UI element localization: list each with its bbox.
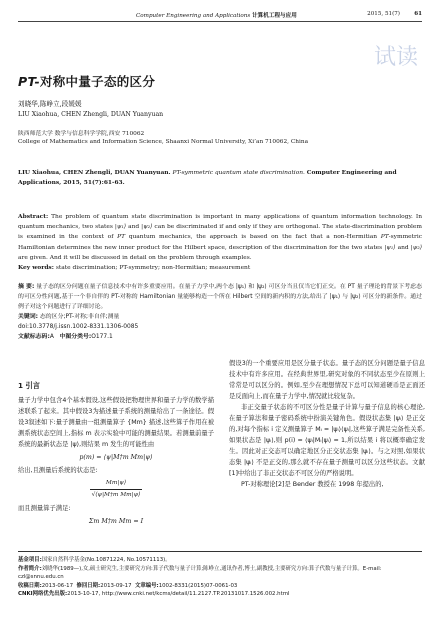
right-paragraph-1: 假设3的一个重要应用是区分量子状态。量子态的区分问题是量子信息技术中有许多应用。在经典世界里,研究对象的不同状态至少在原则上常常是可以区分的。例如,至少在理想情况下总可以知道硬币是正面还是反面向上,而在量子力学中,情况就比较复杂。 [229,360,425,400]
dates-line: 收稿日期:2013-06-17 修回日期:2013-09-17 文章编号:1002-8331(2015)07-0061-03 [18,582,238,589]
page-number: 61 [414,11,422,17]
paper-title: PT-对称中量子态的区分 [18,74,156,89]
journal-name: Computer Engineering and Applications 计算机工程与应用 [136,13,297,19]
keywords-cn-label: 关键词: [18,314,39,321]
abstract-en: Abstract: The problem of quantum state discrimination is important in many applications of quantum information technology. In quantum mechanics, two states |ψ₁⟩ and |ψ₂⟩ can be discriminated if and only if they are orthogonal. The state-discrimination problem is examined in the context of PT quantum mechanics, the approach is based on the fact that a non-Hermitian PT-symmetric Hamiltonian determines the new inner product for the Hilbert space, description of the discrimination for the two states |ψ₁⟩ and |ψ₂⟩ are given. And it will be discussed in detail on the problem through examples. Key words: state discrimination; PT-symmetry; non-Hermitian; measurement [18,213,423,272]
intro-paragraph-3: 而且测量算子满足: [18,505,71,512]
affiliation-en: College of Mathematics and Information Science, Shaanxi Normal University, Xi’an 710062, China [18,139,309,145]
authors-cn: 刘晓华,陈峥立,段媛媛 [18,100,82,108]
keywords-en: state discrimination; PT-symmetry; non-Hermitian; measurement [55,265,251,272]
keywords-en-label: Key words: [18,264,54,272]
citation: LIU Xiaohua, CHEN Zhengli, DUAN Yuanyuan. PT-symmetric quantum state discrimination. Computer Engineering and Applications, 2015, 51(7):61-63. [18,169,397,186]
left-column [18,380,214,529]
fund-line: 基金项目:国家自然科学基金(No.10871224, No.10571113)。 [18,557,171,563]
formula-post-state [18,478,214,501]
section-heading-intro: 1 引言 [18,381,40,390]
formula-numerator: Mm|ψ⟩ [90,478,143,490]
affiliation-cn: 陕西师范大学 数学与信息科学学院,西安 710062 [18,131,145,137]
formula-denominator: √⟨ψ|M†m Mm|ψ⟩ [91,492,141,498]
running-header [18,8,422,22]
intro-paragraph-1: 量子力学中包含4个基本假设,这些假设把物理世界和量子力学的数学描述联系了起来。其中假设3为描述量子系统的测量给出了一条途径。假设3叙述如下:量子测量由一组测量算子 {Mm} 描述,这些算子作用在被测系统状态空间上,指标 m 表示实验中可能的测量结果。若测量前量子系统的最新状态是 |ψ⟩,则结果 m 发生的可能性由 [18,397,214,448]
doi-line: doi:10.3778/j.issn.1002-8331.1306-0085 [18,324,139,331]
right-column [229,358,425,490]
footnote-block [18,551,422,599]
right-paragraph-2: 非正交量子状态的不可区分性是量子计算与量子信息的核心理论,在量子算法和量子密码系统中扮演关键角色。假设状态集 |ψᵢ⟩ 是正交的,对每个指标 i 定义测量算子 Mᵢ = |ψᵢ⟩⟨ψᵢ|,这些算子满足完备性关系,如果状态是 |ψᵢ⟩,则 p(i) = ⟨ψᵢ|Mᵢ|ψᵢ⟩ = 1,所以结果 i 将以概率确定发生。因此对正交态可以确定地区分正交状态集 |ψᵢ⟩。与之对照,如果状态集 |ψᵢ⟩ 不是正交的,那么就不存在量子测量可以区分这些状态。文献[1]中给出了非正交状态不可区分的严格说明。 [229,404,425,477]
abstract-cn: 摘 要: 量子态的区分问题在量子信息技术中有许多重要应用。在量子力学中,两个态 |ψ₁⟩ 和 |ψ₂⟩ 可区分当且仅当它们正交。在 PT 量子理论的背景下考虑态的可区分性问题,基于一个非自伴的 PT-对称的 Hamiltonian 量能够构造一个所在 Hilbert 空间的新内积的方法,给出了 |ψ₁⟩ 与 |ψ₂⟩ 可区分的新条件。通过例子对这个问题进行了详细讨论。 关键词: 态的区分;PT-对称;非自伴;测量 doi:10.3778/j.issn.1002-8331.1306-0085 文献标志码:A 中图分类号:O177.1 [18,282,422,343]
issue-info: 2015, 51(7) [367,11,400,17]
watermark-text: 试读 [373,45,418,70]
right-paragraph-3: PT-对称理论[2]是 Bender 教授在 1998 年提出的, [241,481,384,488]
classification-line: 文献标志码:A 中图分类号:O177.1 [18,334,113,341]
formula-probability: p(m) = ⟨ψ|M†m Mm|ψ⟩ [79,454,153,461]
authors-en: LIU Xiaohua, CHEN Zhengli, DUAN Yuanyuan [18,111,164,118]
cnki-line: CNKI网络优先出版:2013-10-17, http://www.cnki.net/kcms/detail/11.2127.TP.20131017.1526.002.html [18,591,290,597]
intro-paragraph-2: 给出,且测量后系统的状态是: [18,467,98,474]
keywords-cn: 态的区分;PT-对称;非自伴;测量 [39,314,120,321]
formula-completeness: Σm M†m Mm = I [88,518,144,525]
author-bio: 作者简介:刘晓华(1989—),女,硕士研究生,主要研究方向:算子代数与量子计算;陈峥立,通讯作者,博士,副教授,主要研究方向:算子代数与量子计算。E-mail: czl@snnu.edu.cn [18,565,382,580]
